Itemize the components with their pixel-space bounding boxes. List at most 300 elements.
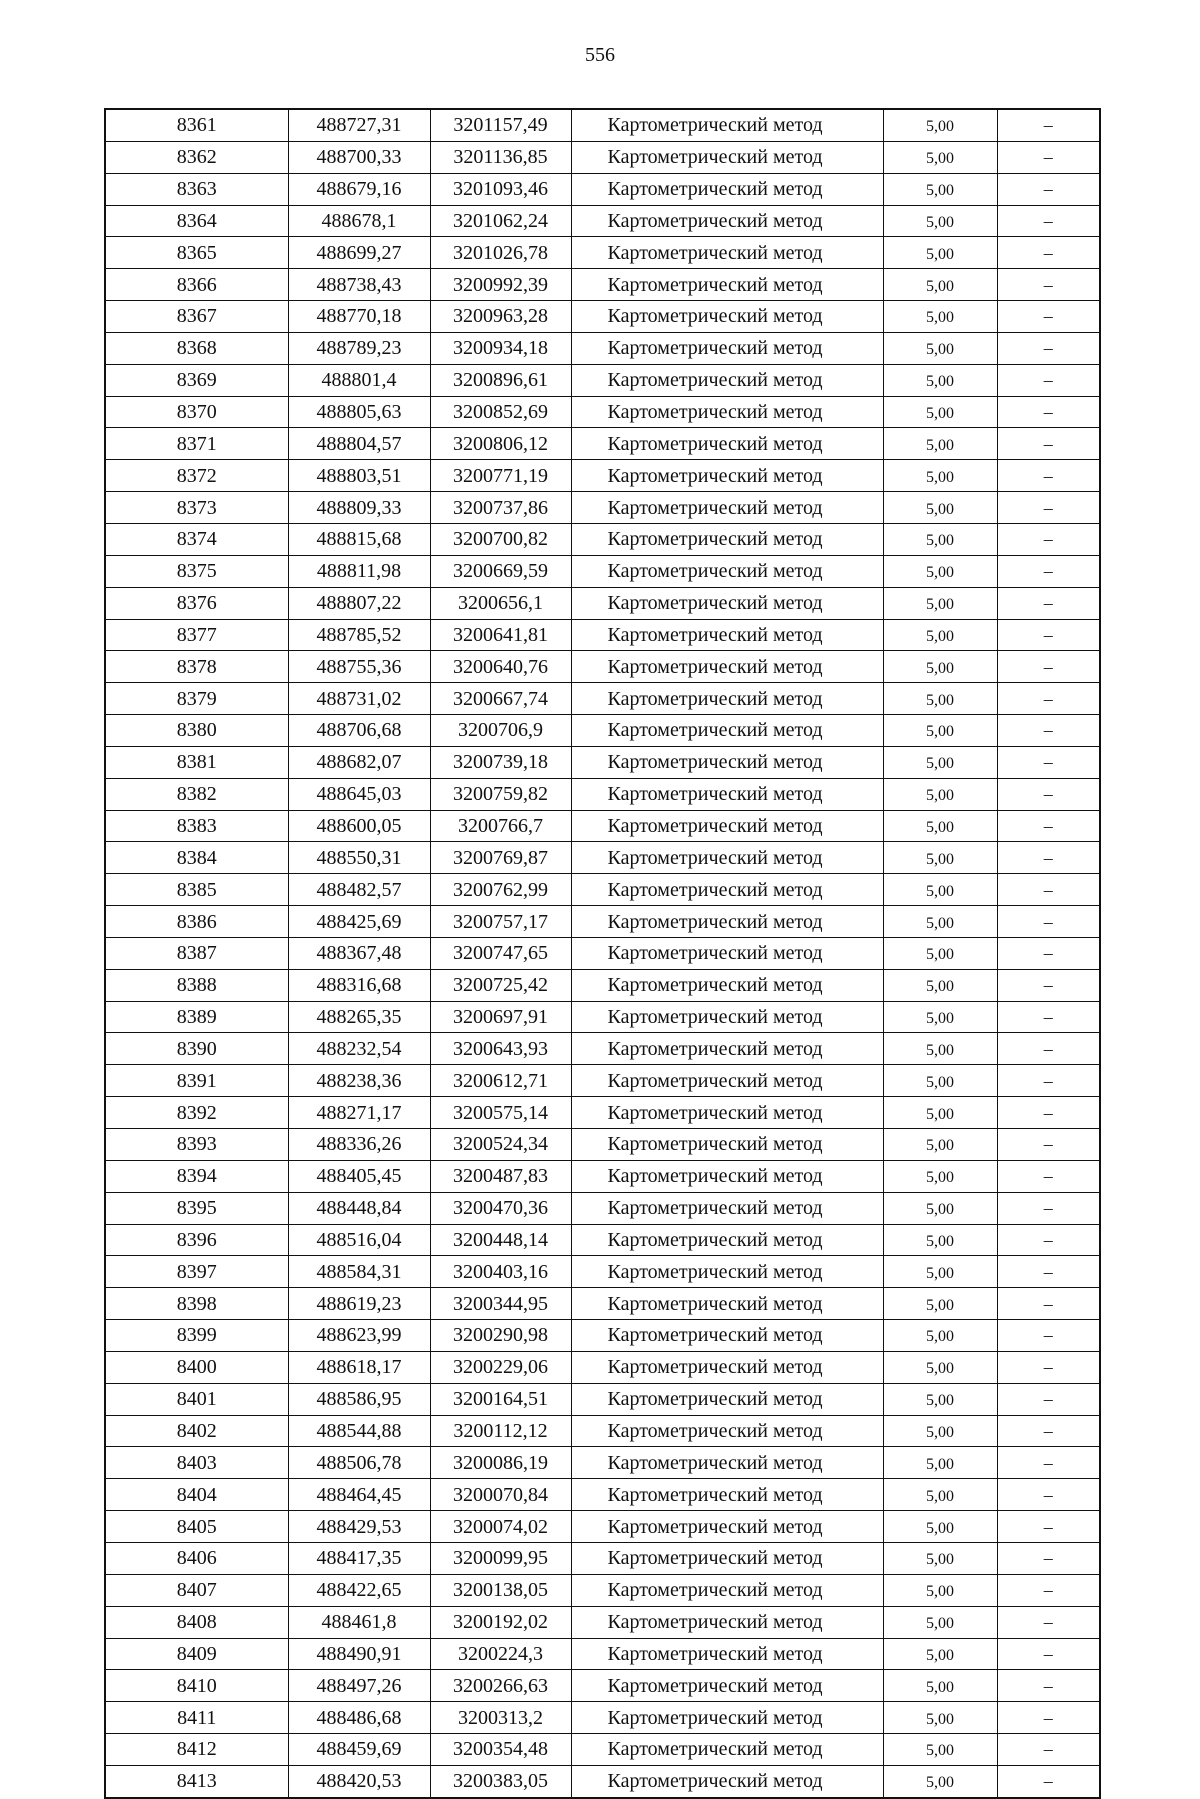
table-row bbox=[105, 141, 1100, 173]
dash-cell: – bbox=[997, 1320, 1100, 1352]
dash-cell: – bbox=[997, 937, 1100, 969]
point-number-cell: 8392 bbox=[105, 1097, 288, 1129]
method-cell: Картометрический метод bbox=[571, 1670, 883, 1702]
table-row bbox=[105, 428, 1100, 460]
dash-cell: – bbox=[997, 364, 1100, 396]
table-row bbox=[105, 1415, 1100, 1447]
point-number-cell: 8397 bbox=[105, 1256, 288, 1288]
point-number-cell: 8388 bbox=[105, 969, 288, 1001]
x-coordinate-cell: 488417,35 bbox=[288, 1542, 430, 1574]
table-row bbox=[105, 237, 1100, 269]
y-coordinate-cell: 3200759,82 bbox=[430, 778, 571, 810]
dash-cell: – bbox=[997, 555, 1100, 587]
x-coordinate-cell: 488807,22 bbox=[288, 587, 430, 619]
accuracy-cell: 5,00 bbox=[883, 842, 997, 874]
table-row bbox=[105, 1702, 1100, 1734]
x-coordinate-cell: 488623,99 bbox=[288, 1320, 430, 1352]
method-cell: Картометрический метод bbox=[571, 842, 883, 874]
dash-cell: – bbox=[997, 746, 1100, 778]
dash-cell: – bbox=[997, 1765, 1100, 1797]
point-number-cell: 8383 bbox=[105, 810, 288, 842]
y-coordinate-cell: 3201136,85 bbox=[430, 141, 571, 173]
y-coordinate-cell: 3201062,24 bbox=[430, 205, 571, 237]
method-cell: Картометрический метод bbox=[571, 301, 883, 333]
accuracy-cell: 5,00 bbox=[883, 1160, 997, 1192]
x-coordinate-cell: 488645,03 bbox=[288, 778, 430, 810]
y-coordinate-cell: 3200470,36 bbox=[430, 1192, 571, 1224]
point-number-cell: 8395 bbox=[105, 1192, 288, 1224]
table-row bbox=[105, 492, 1100, 524]
x-coordinate-cell: 488727,31 bbox=[288, 109, 430, 141]
method-cell: Картометрический метод bbox=[571, 874, 883, 906]
method-cell: Картометрический метод bbox=[571, 619, 883, 651]
table-row bbox=[105, 969, 1100, 1001]
accuracy-cell: 5,00 bbox=[883, 1001, 997, 1033]
y-coordinate-cell: 3200290,98 bbox=[430, 1320, 571, 1352]
table-row bbox=[105, 619, 1100, 651]
point-number-cell: 8390 bbox=[105, 1033, 288, 1065]
table-row bbox=[105, 396, 1100, 428]
point-number-cell: 8380 bbox=[105, 715, 288, 747]
accuracy-cell: 5,00 bbox=[883, 492, 997, 524]
accuracy-cell: 5,00 bbox=[883, 555, 997, 587]
x-coordinate-cell: 488706,68 bbox=[288, 715, 430, 747]
dash-cell: – bbox=[997, 1702, 1100, 1734]
table-row bbox=[105, 1320, 1100, 1352]
dash-cell: – bbox=[997, 173, 1100, 205]
dash-cell: – bbox=[997, 1511, 1100, 1543]
x-coordinate-cell: 488506,78 bbox=[288, 1447, 430, 1479]
accuracy-cell: 5,00 bbox=[883, 1351, 997, 1383]
dash-cell: – bbox=[997, 1256, 1100, 1288]
y-coordinate-cell: 3200669,59 bbox=[430, 555, 571, 587]
y-coordinate-cell: 3200762,99 bbox=[430, 874, 571, 906]
method-cell: Картометрический метод bbox=[571, 1288, 883, 1320]
method-cell: Картометрический метод bbox=[571, 906, 883, 938]
table-row bbox=[105, 1288, 1100, 1320]
table-row bbox=[105, 1001, 1100, 1033]
accuracy-cell: 5,00 bbox=[883, 1574, 997, 1606]
method-cell: Картометрический метод bbox=[571, 523, 883, 555]
table-row bbox=[105, 205, 1100, 237]
x-coordinate-cell: 488271,17 bbox=[288, 1097, 430, 1129]
accuracy-cell: 5,00 bbox=[883, 683, 997, 715]
accuracy-cell: 5,00 bbox=[883, 269, 997, 301]
accuracy-cell: 5,00 bbox=[883, 1192, 997, 1224]
point-number-cell: 8407 bbox=[105, 1574, 288, 1606]
dash-cell: – bbox=[997, 523, 1100, 555]
table-row bbox=[105, 1670, 1100, 1702]
y-coordinate-cell: 3200725,42 bbox=[430, 969, 571, 1001]
x-coordinate-cell: 488618,17 bbox=[288, 1351, 430, 1383]
table-row bbox=[105, 1097, 1100, 1129]
x-coordinate-cell: 488805,63 bbox=[288, 396, 430, 428]
method-cell: Картометрический метод bbox=[571, 269, 883, 301]
point-number-cell: 8361 bbox=[105, 109, 288, 141]
x-coordinate-cell: 488550,31 bbox=[288, 842, 430, 874]
dash-cell: – bbox=[997, 1606, 1100, 1638]
x-coordinate-cell: 488600,05 bbox=[288, 810, 430, 842]
point-number-cell: 8399 bbox=[105, 1320, 288, 1352]
method-cell: Картометрический метод bbox=[571, 683, 883, 715]
accuracy-cell: 5,00 bbox=[883, 1447, 997, 1479]
method-cell: Картометрический метод bbox=[571, 1224, 883, 1256]
dash-cell: – bbox=[997, 1224, 1100, 1256]
x-coordinate-cell: 488804,57 bbox=[288, 428, 430, 460]
x-coordinate-cell: 488789,23 bbox=[288, 332, 430, 364]
accuracy-cell: 5,00 bbox=[883, 1765, 997, 1797]
method-cell: Картометрический метод bbox=[571, 1001, 883, 1033]
point-number-cell: 8410 bbox=[105, 1670, 288, 1702]
accuracy-cell: 5,00 bbox=[883, 937, 997, 969]
page-number: 556 bbox=[585, 44, 615, 66]
accuracy-cell: 5,00 bbox=[883, 237, 997, 269]
accuracy-cell: 5,00 bbox=[883, 1256, 997, 1288]
y-coordinate-cell: 3200344,95 bbox=[430, 1288, 571, 1320]
dash-cell: – bbox=[997, 1065, 1100, 1097]
dash-cell: – bbox=[997, 1415, 1100, 1447]
table-row bbox=[105, 1065, 1100, 1097]
point-number-cell: 8408 bbox=[105, 1606, 288, 1638]
accuracy-cell: 5,00 bbox=[883, 778, 997, 810]
table-row bbox=[105, 1129, 1100, 1161]
point-number-cell: 8394 bbox=[105, 1160, 288, 1192]
dash-cell: – bbox=[997, 396, 1100, 428]
point-number-cell: 8374 bbox=[105, 523, 288, 555]
table-row bbox=[105, 1511, 1100, 1543]
x-coordinate-cell: 488544,88 bbox=[288, 1415, 430, 1447]
x-coordinate-cell: 488699,27 bbox=[288, 237, 430, 269]
method-cell: Картометрический метод bbox=[571, 1160, 883, 1192]
method-cell: Картометрический метод bbox=[571, 651, 883, 683]
point-number-cell: 8400 bbox=[105, 1351, 288, 1383]
x-coordinate-cell: 488738,43 bbox=[288, 269, 430, 301]
table-row bbox=[105, 1447, 1100, 1479]
y-coordinate-cell: 3200641,81 bbox=[430, 619, 571, 651]
accuracy-cell: 5,00 bbox=[883, 715, 997, 747]
method-cell: Картометрический метод bbox=[571, 715, 883, 747]
dash-cell: – bbox=[997, 1192, 1100, 1224]
accuracy-cell: 5,00 bbox=[883, 301, 997, 333]
point-number-cell: 8393 bbox=[105, 1129, 288, 1161]
y-coordinate-cell: 3201026,78 bbox=[430, 237, 571, 269]
method-cell: Картометрический метод bbox=[571, 1320, 883, 1352]
point-number-cell: 8382 bbox=[105, 778, 288, 810]
method-cell: Картометрический метод bbox=[571, 937, 883, 969]
accuracy-cell: 5,00 bbox=[883, 874, 997, 906]
x-coordinate-cell: 488405,45 bbox=[288, 1160, 430, 1192]
y-coordinate-cell: 3200575,14 bbox=[430, 1097, 571, 1129]
dash-cell: – bbox=[997, 1351, 1100, 1383]
x-coordinate-cell: 488803,51 bbox=[288, 460, 430, 492]
dash-cell: – bbox=[997, 1542, 1100, 1574]
accuracy-cell: 5,00 bbox=[883, 523, 997, 555]
method-cell: Картометрический метод bbox=[571, 555, 883, 587]
point-number-cell: 8366 bbox=[105, 269, 288, 301]
point-number-cell: 8405 bbox=[105, 1511, 288, 1543]
y-coordinate-cell: 3200229,06 bbox=[430, 1351, 571, 1383]
y-coordinate-cell: 3200806,12 bbox=[430, 428, 571, 460]
y-coordinate-cell: 3200192,02 bbox=[430, 1606, 571, 1638]
point-number-cell: 8373 bbox=[105, 492, 288, 524]
x-coordinate-cell: 488815,68 bbox=[288, 523, 430, 555]
table-row bbox=[105, 1638, 1100, 1670]
y-coordinate-cell: 3200099,95 bbox=[430, 1542, 571, 1574]
x-coordinate-cell: 488232,54 bbox=[288, 1033, 430, 1065]
method-cell: Картометрический метод bbox=[571, 428, 883, 460]
accuracy-cell: 5,00 bbox=[883, 332, 997, 364]
x-coordinate-cell: 488336,26 bbox=[288, 1129, 430, 1161]
y-coordinate-cell: 3200403,16 bbox=[430, 1256, 571, 1288]
table-row bbox=[105, 1574, 1100, 1606]
point-number-cell: 8409 bbox=[105, 1638, 288, 1670]
y-coordinate-cell: 3200524,34 bbox=[430, 1129, 571, 1161]
y-coordinate-cell: 3200852,69 bbox=[430, 396, 571, 428]
accuracy-cell: 5,00 bbox=[883, 460, 997, 492]
x-coordinate-cell: 488497,26 bbox=[288, 1670, 430, 1702]
point-number-cell: 8391 bbox=[105, 1065, 288, 1097]
table-row bbox=[105, 1160, 1100, 1192]
x-coordinate-cell: 488238,36 bbox=[288, 1065, 430, 1097]
point-number-cell: 8370 bbox=[105, 396, 288, 428]
table-row bbox=[105, 651, 1100, 683]
method-cell: Картометрический метод bbox=[571, 810, 883, 842]
dash-cell: – bbox=[997, 1734, 1100, 1766]
dash-cell: – bbox=[997, 1670, 1100, 1702]
dash-cell: – bbox=[997, 1001, 1100, 1033]
table-row bbox=[105, 1256, 1100, 1288]
table-row bbox=[105, 906, 1100, 938]
dash-cell: – bbox=[997, 810, 1100, 842]
x-coordinate-cell: 488586,95 bbox=[288, 1383, 430, 1415]
table-row bbox=[105, 332, 1100, 364]
accuracy-cell: 5,00 bbox=[883, 428, 997, 460]
method-cell: Картометрический метод bbox=[571, 1479, 883, 1511]
table-row bbox=[105, 173, 1100, 205]
dash-cell: – bbox=[997, 906, 1100, 938]
y-coordinate-cell: 3200070,84 bbox=[430, 1479, 571, 1511]
dash-cell: – bbox=[997, 237, 1100, 269]
method-cell: Картометрический метод bbox=[571, 587, 883, 619]
y-coordinate-cell: 3200992,39 bbox=[430, 269, 571, 301]
x-coordinate-cell: 488700,33 bbox=[288, 141, 430, 173]
point-number-cell: 8376 bbox=[105, 587, 288, 619]
method-cell: Картометрический метод bbox=[571, 746, 883, 778]
table-row bbox=[105, 109, 1100, 141]
accuracy-cell: 5,00 bbox=[883, 1033, 997, 1065]
table-row bbox=[105, 364, 1100, 396]
accuracy-cell: 5,00 bbox=[883, 969, 997, 1001]
accuracy-cell: 5,00 bbox=[883, 205, 997, 237]
method-cell: Картометрический метод bbox=[571, 237, 883, 269]
table-row bbox=[105, 587, 1100, 619]
y-coordinate-cell: 3200769,87 bbox=[430, 842, 571, 874]
dash-cell: – bbox=[997, 269, 1100, 301]
accuracy-cell: 5,00 bbox=[883, 1638, 997, 1670]
dash-cell: – bbox=[997, 619, 1100, 651]
y-coordinate-cell: 3200747,65 bbox=[430, 937, 571, 969]
method-cell: Картометрический метод bbox=[571, 1033, 883, 1065]
y-coordinate-cell: 3200737,86 bbox=[430, 492, 571, 524]
x-coordinate-cell: 488516,04 bbox=[288, 1224, 430, 1256]
accuracy-cell: 5,00 bbox=[883, 1415, 997, 1447]
point-number-cell: 8368 bbox=[105, 332, 288, 364]
x-coordinate-cell: 488367,48 bbox=[288, 937, 430, 969]
dash-cell: – bbox=[997, 332, 1100, 364]
method-cell: Картометрический метод bbox=[571, 1574, 883, 1606]
y-coordinate-cell: 3200697,91 bbox=[430, 1001, 571, 1033]
accuracy-cell: 5,00 bbox=[883, 1383, 997, 1415]
dash-cell: – bbox=[997, 683, 1100, 715]
dash-cell: – bbox=[997, 874, 1100, 906]
y-coordinate-cell: 3200766,7 bbox=[430, 810, 571, 842]
x-coordinate-cell: 488619,23 bbox=[288, 1288, 430, 1320]
method-cell: Картометрический метод bbox=[571, 173, 883, 205]
point-number-cell: 8377 bbox=[105, 619, 288, 651]
x-coordinate-cell: 488425,69 bbox=[288, 906, 430, 938]
y-coordinate-cell: 3200138,05 bbox=[430, 1574, 571, 1606]
x-coordinate-cell: 488755,36 bbox=[288, 651, 430, 683]
accuracy-cell: 5,00 bbox=[883, 141, 997, 173]
table-row bbox=[105, 1224, 1100, 1256]
point-number-cell: 8363 bbox=[105, 173, 288, 205]
x-coordinate-cell: 488801,4 bbox=[288, 364, 430, 396]
x-coordinate-cell: 488770,18 bbox=[288, 301, 430, 333]
x-coordinate-cell: 488420,53 bbox=[288, 1765, 430, 1797]
table-row bbox=[105, 1351, 1100, 1383]
accuracy-cell: 5,00 bbox=[883, 1129, 997, 1161]
y-coordinate-cell: 3200656,1 bbox=[430, 587, 571, 619]
point-number-cell: 8412 bbox=[105, 1734, 288, 1766]
y-coordinate-cell: 3200640,76 bbox=[430, 651, 571, 683]
x-coordinate-cell: 488482,57 bbox=[288, 874, 430, 906]
table-row bbox=[105, 683, 1100, 715]
y-coordinate-cell: 3200963,28 bbox=[430, 301, 571, 333]
point-number-cell: 8387 bbox=[105, 937, 288, 969]
table-row bbox=[105, 1542, 1100, 1574]
y-coordinate-cell: 3200086,19 bbox=[430, 1447, 571, 1479]
dash-cell: – bbox=[997, 109, 1100, 141]
method-cell: Картометрический метод bbox=[571, 778, 883, 810]
x-coordinate-cell: 488490,91 bbox=[288, 1638, 430, 1670]
x-coordinate-cell: 488811,98 bbox=[288, 555, 430, 587]
y-coordinate-cell: 3200896,61 bbox=[430, 364, 571, 396]
point-number-cell: 8403 bbox=[105, 1447, 288, 1479]
dash-cell: – bbox=[997, 1097, 1100, 1129]
dash-cell: – bbox=[997, 1288, 1100, 1320]
dash-cell: – bbox=[997, 1160, 1100, 1192]
method-cell: Картометрический метод bbox=[571, 1351, 883, 1383]
method-cell: Картометрический метод bbox=[571, 396, 883, 428]
table-row bbox=[105, 746, 1100, 778]
method-cell: Картометрический метод bbox=[571, 1702, 883, 1734]
accuracy-cell: 5,00 bbox=[883, 906, 997, 938]
dash-cell: – bbox=[997, 1033, 1100, 1065]
x-coordinate-cell: 488486,68 bbox=[288, 1702, 430, 1734]
point-number-cell: 8386 bbox=[105, 906, 288, 938]
dash-cell: – bbox=[997, 1383, 1100, 1415]
dash-cell: – bbox=[997, 301, 1100, 333]
dash-cell: – bbox=[997, 778, 1100, 810]
method-cell: Картометрический метод bbox=[571, 1415, 883, 1447]
x-coordinate-cell: 488265,35 bbox=[288, 1001, 430, 1033]
x-coordinate-cell: 488584,31 bbox=[288, 1256, 430, 1288]
point-number-cell: 8389 bbox=[105, 1001, 288, 1033]
accuracy-cell: 5,00 bbox=[883, 1511, 997, 1543]
method-cell: Картометрический метод bbox=[571, 1447, 883, 1479]
table-row bbox=[105, 1479, 1100, 1511]
x-coordinate-cell: 488678,1 bbox=[288, 205, 430, 237]
dash-cell: – bbox=[997, 969, 1100, 1001]
accuracy-cell: 5,00 bbox=[883, 1606, 997, 1638]
method-cell: Картометрический метод bbox=[571, 1511, 883, 1543]
dash-cell: – bbox=[997, 1129, 1100, 1161]
method-cell: Картометрический метод bbox=[571, 460, 883, 492]
y-coordinate-cell: 3200313,2 bbox=[430, 1702, 571, 1734]
y-coordinate-cell: 3200612,71 bbox=[430, 1065, 571, 1097]
method-cell: Картометрический метод bbox=[571, 109, 883, 141]
method-cell: Картометрический метод bbox=[571, 1097, 883, 1129]
y-coordinate-cell: 3200354,48 bbox=[430, 1734, 571, 1766]
dash-cell: – bbox=[997, 587, 1100, 619]
point-number-cell: 8378 bbox=[105, 651, 288, 683]
table-row bbox=[105, 715, 1100, 747]
method-cell: Картометрический метод bbox=[571, 141, 883, 173]
x-coordinate-cell: 488459,69 bbox=[288, 1734, 430, 1766]
table-row bbox=[105, 1192, 1100, 1224]
dash-cell: – bbox=[997, 141, 1100, 173]
dash-cell: – bbox=[997, 651, 1100, 683]
y-coordinate-cell: 3200739,18 bbox=[430, 746, 571, 778]
point-number-cell: 8375 bbox=[105, 555, 288, 587]
x-coordinate-cell: 488422,65 bbox=[288, 1574, 430, 1606]
y-coordinate-cell: 3200383,05 bbox=[430, 1765, 571, 1797]
point-number-cell: 8372 bbox=[105, 460, 288, 492]
method-cell: Картометрический метод bbox=[571, 1129, 883, 1161]
point-number-cell: 8381 bbox=[105, 746, 288, 778]
y-coordinate-cell: 3200934,18 bbox=[430, 332, 571, 364]
accuracy-cell: 5,00 bbox=[883, 1320, 997, 1352]
accuracy-cell: 5,00 bbox=[883, 1702, 997, 1734]
table-row bbox=[105, 301, 1100, 333]
accuracy-cell: 5,00 bbox=[883, 173, 997, 205]
coordinates-table-body bbox=[105, 109, 1100, 1798]
table-row bbox=[105, 1033, 1100, 1065]
method-cell: Картометрический метод bbox=[571, 1734, 883, 1766]
table-row bbox=[105, 555, 1100, 587]
point-number-cell: 8367 bbox=[105, 301, 288, 333]
coordinates-table bbox=[104, 108, 1101, 1799]
x-coordinate-cell: 488316,68 bbox=[288, 969, 430, 1001]
method-cell: Картометрический метод bbox=[571, 205, 883, 237]
dash-cell: – bbox=[997, 1638, 1100, 1670]
accuracy-cell: 5,00 bbox=[883, 1670, 997, 1702]
y-coordinate-cell: 3200667,74 bbox=[430, 683, 571, 715]
table-row bbox=[105, 460, 1100, 492]
dash-cell: – bbox=[997, 492, 1100, 524]
point-number-cell: 8411 bbox=[105, 1702, 288, 1734]
method-cell: Картометрический метод bbox=[571, 1192, 883, 1224]
accuracy-cell: 5,00 bbox=[883, 1288, 997, 1320]
accuracy-cell: 5,00 bbox=[883, 1479, 997, 1511]
accuracy-cell: 5,00 bbox=[883, 1542, 997, 1574]
point-number-cell: 8402 bbox=[105, 1415, 288, 1447]
method-cell: Картометрический метод bbox=[571, 1065, 883, 1097]
point-number-cell: 8371 bbox=[105, 428, 288, 460]
point-number-cell: 8396 bbox=[105, 1224, 288, 1256]
accuracy-cell: 5,00 bbox=[883, 1224, 997, 1256]
y-coordinate-cell: 3200771,19 bbox=[430, 460, 571, 492]
